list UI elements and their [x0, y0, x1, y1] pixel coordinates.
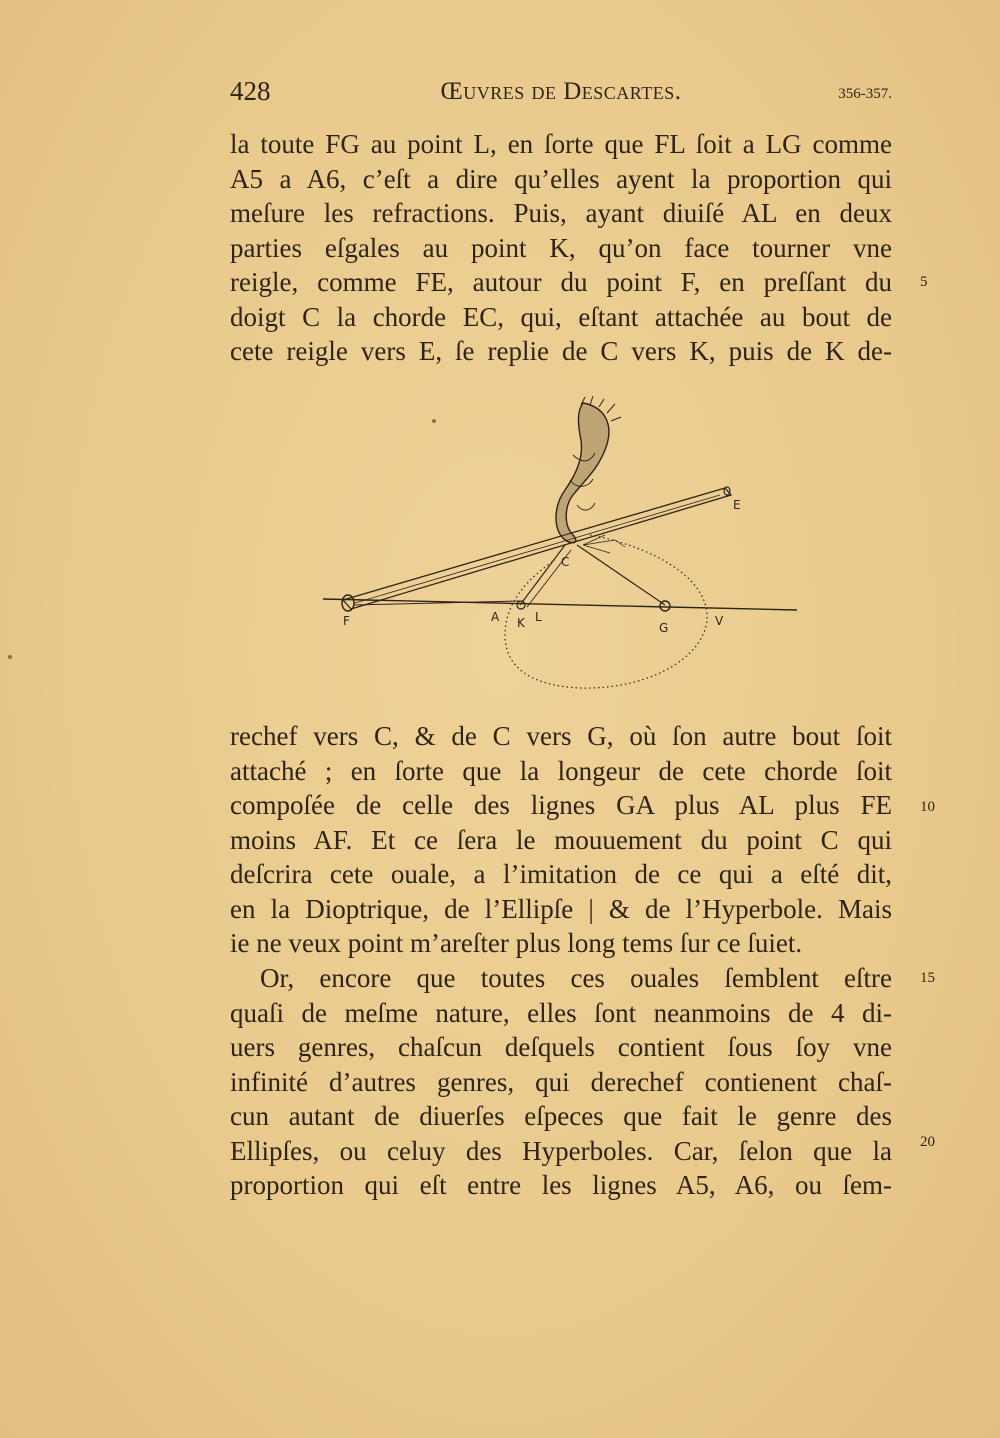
figure-drawing [315, 395, 805, 695]
cord-ck [520, 545, 565, 605]
label-e: E [733, 498, 741, 512]
page-number: 428 [230, 76, 271, 106]
pivot-f [342, 595, 354, 611]
running-title: Œuvres de Descartes. [440, 78, 682, 105]
label-f: F [343, 614, 350, 628]
text-line: ie ne veux point m’areſter plus long tems ſur ce ſuiet. [230, 928, 803, 958]
label-v: V [715, 614, 724, 628]
text-line: infinité d’autres genres, qui derechef contienent chaſ- [230, 1066, 892, 1097]
label-c: C [561, 555, 570, 569]
text-line: attaché ; en ſorte que la longeur de cete chorde ſoit [230, 755, 892, 786]
text-line: proportion qui eſt entre les lignes A5, A6, ou ſem- [230, 1170, 892, 1200]
line-number: 10 [920, 799, 935, 815]
text-line: quaſi de meſme nature, elles ſont neanmoins de 4 di- [230, 997, 892, 1028]
hand-drawing [556, 403, 609, 543]
label-a: A [491, 610, 500, 624]
text-line: A5 a A6, c’eſt a dire qu’elles ayent la proportion qui [230, 163, 892, 194]
text-line: moins AF. Et ce ſera le mouuement du point C qui [230, 824, 892, 855]
label-g: G [659, 621, 669, 635]
line-number: 20 [920, 1134, 935, 1150]
text-line: la toute FG au point L, en ſorte que FL ſoit a LG comme [230, 129, 892, 159]
ruler-inner-line [355, 495, 720, 603]
label-l: L [535, 610, 542, 624]
text-line: uers genres, chaſcun deſquels contient ſous ſoy vne [230, 1032, 892, 1062]
paper-speck [432, 419, 436, 423]
cord-cg [577, 545, 665, 605]
ruler-fe [343, 488, 731, 609]
text-line: cete reigle vers E, ſe replie de C vers K, puis de K de- [230, 336, 892, 366]
pin-k [517, 601, 525, 609]
text-line: Or, encore que toutes ces ouales ſemblent eſtre [260, 963, 892, 993]
line-number: 5 [920, 274, 928, 290]
paragraph-new [230, 961, 892, 1203]
text-line: en la Dioptrique, de l’Ellipſe | & de l’Hyperbole. Mais [230, 893, 892, 924]
paragraph-continuation [230, 127, 892, 369]
paper-speck [8, 655, 12, 659]
text-line: Ellipſes, ou celuy des Hyperboles. Car, ſelon que la [230, 1135, 892, 1166]
oval-construction-figure [315, 395, 805, 695]
text-line: rechef vers C, & de C vers G, où ſon autre bout ſoit [230, 721, 892, 751]
text-line: doigt C la chorde EC, qui, eſtant attachée au bout de [230, 301, 892, 332]
label-k: K [517, 616, 525, 630]
text-line: compoſée de celle des lignes GA plus AL plus FE [230, 790, 892, 820]
text-line: meſure les refractions. Puis, ayant diuiſé AL en deux [230, 198, 892, 228]
line-number: 15 [920, 970, 935, 986]
text-line: deſcrira cete ouale, a l’imitation de ce qui a eſté dit, [230, 859, 892, 889]
pin-g [660, 601, 670, 611]
running-header [230, 76, 892, 116]
text-line: cun autant de diuerſes eſpeces que fait le genre des [230, 1101, 892, 1131]
text-line: reigle, comme FE, autour du point F, en preſſant du [230, 267, 892, 297]
text-line: parties eſgales au point K, qu’on face tourner vne [230, 232, 892, 263]
paragraph-continuation-2 [230, 719, 892, 961]
edition-page-reference: 356-357. [838, 86, 892, 102]
